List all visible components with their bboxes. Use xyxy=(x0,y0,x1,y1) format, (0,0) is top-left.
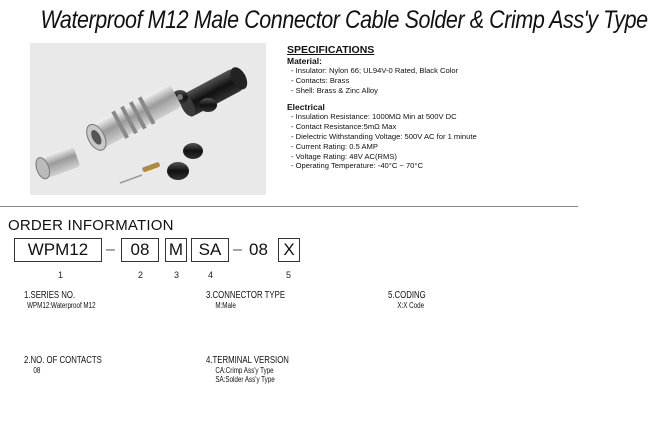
electrical-item: - Insulation Resistance: 1000MΩ Min at 500V DC xyxy=(291,112,457,122)
electrical-item: - Voltage Rating: 48V AC(RMS) xyxy=(291,151,397,161)
order-code-connector-type: M xyxy=(165,238,187,262)
order-code-coding: X xyxy=(278,238,300,262)
order-code-number: 4 xyxy=(208,270,214,280)
legend-contacts xyxy=(24,356,102,375)
legend-contacts-value: 08 xyxy=(33,366,41,375)
connector-illustration xyxy=(30,43,266,195)
legend-coding xyxy=(388,291,426,310)
order-code-number: 2 xyxy=(138,270,144,280)
order-code-separator: – xyxy=(106,241,115,258)
electrical-item: - Contact Resistance:5mΩ Max xyxy=(291,122,397,132)
electrical-item: - Operating Temperature: -40°C ~ 70°C xyxy=(291,161,423,171)
specifications-heading: SPECIFICATIONS xyxy=(287,44,375,56)
legend-series-title: 1.SERIES NO. xyxy=(24,290,76,301)
legend-terminal-value: CA:Crimp Ass'y Type xyxy=(215,366,274,375)
legend-series-value: WPM12:Waterproof M12 xyxy=(27,301,96,310)
material-item: - Shell: Brass & Zinc Alloy xyxy=(291,85,378,95)
legend-terminal xyxy=(206,356,289,384)
material-heading: Material: xyxy=(287,56,322,66)
material-item: - Contacts: Brass xyxy=(291,75,350,85)
order-code-terminal: SA xyxy=(191,238,229,262)
legend-connector xyxy=(206,291,285,310)
order-code-separator: – xyxy=(233,241,242,258)
order-code-contacts-repeat: 08 xyxy=(249,240,268,259)
specifications-panel xyxy=(287,44,572,171)
order-information-heading: ORDER INFORMATION xyxy=(8,217,174,234)
legend-coding-title: 5.CODING xyxy=(388,290,426,301)
electrical-item: - Current Rating: 0.5 AMP xyxy=(291,141,378,151)
legend-connector-title: 3.CONNECTOR TYPE xyxy=(206,290,286,301)
legend-coding-value: X:X Code xyxy=(397,301,425,310)
legend-series xyxy=(24,291,96,310)
legend-contacts-title: 2.NO. OF CONTACTS xyxy=(24,355,102,366)
electrical-heading: Electrical xyxy=(287,102,325,113)
legend-terminal-title: 4.TERMINAL VERSION xyxy=(206,355,289,366)
order-code-contacts: 08 xyxy=(121,238,159,262)
order-code-series: WPM12 xyxy=(14,238,102,262)
order-code-number: 3 xyxy=(174,270,180,280)
legend-terminal-value: SA:Solder Ass'y Type xyxy=(215,375,275,384)
section-divider xyxy=(0,206,578,207)
order-code-number: 1 xyxy=(58,270,64,280)
legend-connector-value: M:Male xyxy=(215,301,236,310)
electrical-item: - Dielectric Withstanding Voltage: 500V AC for 1 minute xyxy=(291,131,477,141)
page-title: Waterproof M12 Male Connector Cable Solder & Crimp Ass'y Type xyxy=(40,6,648,34)
order-code-number: 5 xyxy=(286,270,292,280)
product-photo xyxy=(30,43,266,195)
material-item: - Insulator: Nylon 66; UL94V-0 Rated, Black Color xyxy=(291,66,459,75)
